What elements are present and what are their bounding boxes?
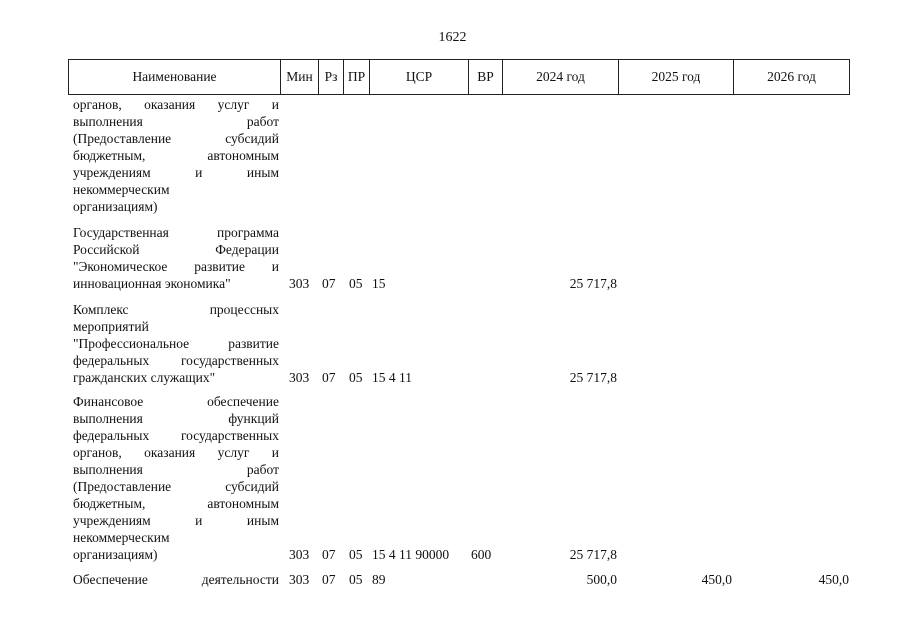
name-line: "Экономическое развитие и [73, 259, 279, 274]
name-line: (Предоставление субсидий [73, 131, 279, 146]
name-line: выполнения работ [73, 462, 279, 477]
name-line: Комплекс процессных [73, 302, 279, 317]
header-name: Наименование [69, 60, 281, 94]
name-line: бюджетным, автономным [73, 148, 279, 163]
name-line: выполнения функций [73, 411, 279, 426]
name-line: Финансовое обеспечение [73, 394, 279, 409]
header-2024: 2024 год [503, 60, 619, 94]
name-line: федеральных государственных [73, 428, 279, 443]
name-line: Российской Федерации [73, 242, 279, 257]
row-csr: 15 [372, 276, 386, 291]
page-number: 1622 [438, 30, 467, 45]
row-rz: 07 [322, 276, 336, 291]
name-line: учреждениям и иным [73, 165, 279, 180]
header-min: Мин [281, 60, 319, 94]
name-line: некоммерческим [73, 182, 170, 197]
row-min: 303 [289, 547, 310, 562]
name-line: органов, оказания услуг и [73, 445, 279, 460]
name-line: бюджетным, автономным [73, 496, 279, 511]
name-line: мероприятий [73, 319, 149, 334]
row-2024: 500,0 [586, 572, 617, 587]
row-pr: 05 [349, 276, 363, 291]
row-min: 303 [289, 370, 310, 385]
name-line: (Предоставление субсидий [73, 479, 279, 494]
row-min: 303 [289, 276, 310, 291]
header-2025: 2025 год [619, 60, 734, 94]
name-line: выполнения работ [73, 114, 279, 129]
row-csr: 89 [372, 572, 386, 587]
name-line: федеральных государственных [73, 353, 279, 368]
row-2024: 25 717,8 [569, 276, 617, 291]
name-line: Обеспечение деятельности [73, 572, 279, 587]
row-min: 303 [289, 572, 310, 587]
row-rz: 07 [322, 547, 336, 562]
name-line: гражданских служащих" [73, 370, 216, 385]
name-line: некоммерческим [73, 530, 170, 545]
header-vr: ВР [469, 60, 503, 94]
header-2026: 2026 год [767, 69, 816, 84]
row-pr: 05 [349, 547, 363, 562]
header-csr: ЦСР [370, 60, 469, 94]
row-csr: 15 4 11 [372, 370, 412, 385]
name-line: инновационная экономика" [73, 276, 231, 291]
name-line: "Профессиональное развитие [73, 336, 279, 351]
row-2024: 25 717,8 [569, 370, 617, 385]
row-2026: 450,0 [818, 572, 849, 587]
row-name [73, 96, 279, 215]
name-line: Государственная программа [73, 225, 279, 240]
row-2025: 450,0 [701, 572, 732, 587]
row-name [73, 224, 279, 292]
row-csr: 15 4 11 90000 [372, 547, 450, 562]
row-pr: 05 [349, 370, 363, 385]
header-rz: Рз [319, 60, 344, 94]
row-pr: 05 [349, 572, 363, 587]
name-line: организациям) [73, 547, 158, 562]
row-name [73, 301, 279, 386]
row-2024: 25 717,8 [569, 547, 617, 562]
name-line: органов, оказания услуг и [73, 97, 279, 112]
row-rz: 07 [322, 572, 336, 587]
row-name [73, 393, 279, 563]
header-pr: ПР [344, 60, 370, 94]
row-rz: 07 [322, 370, 336, 385]
name-line: организациям) [73, 199, 158, 214]
row-name [73, 571, 279, 588]
name-line: учреждениям и иным [73, 513, 279, 528]
row-vr: 600 [471, 547, 492, 562]
